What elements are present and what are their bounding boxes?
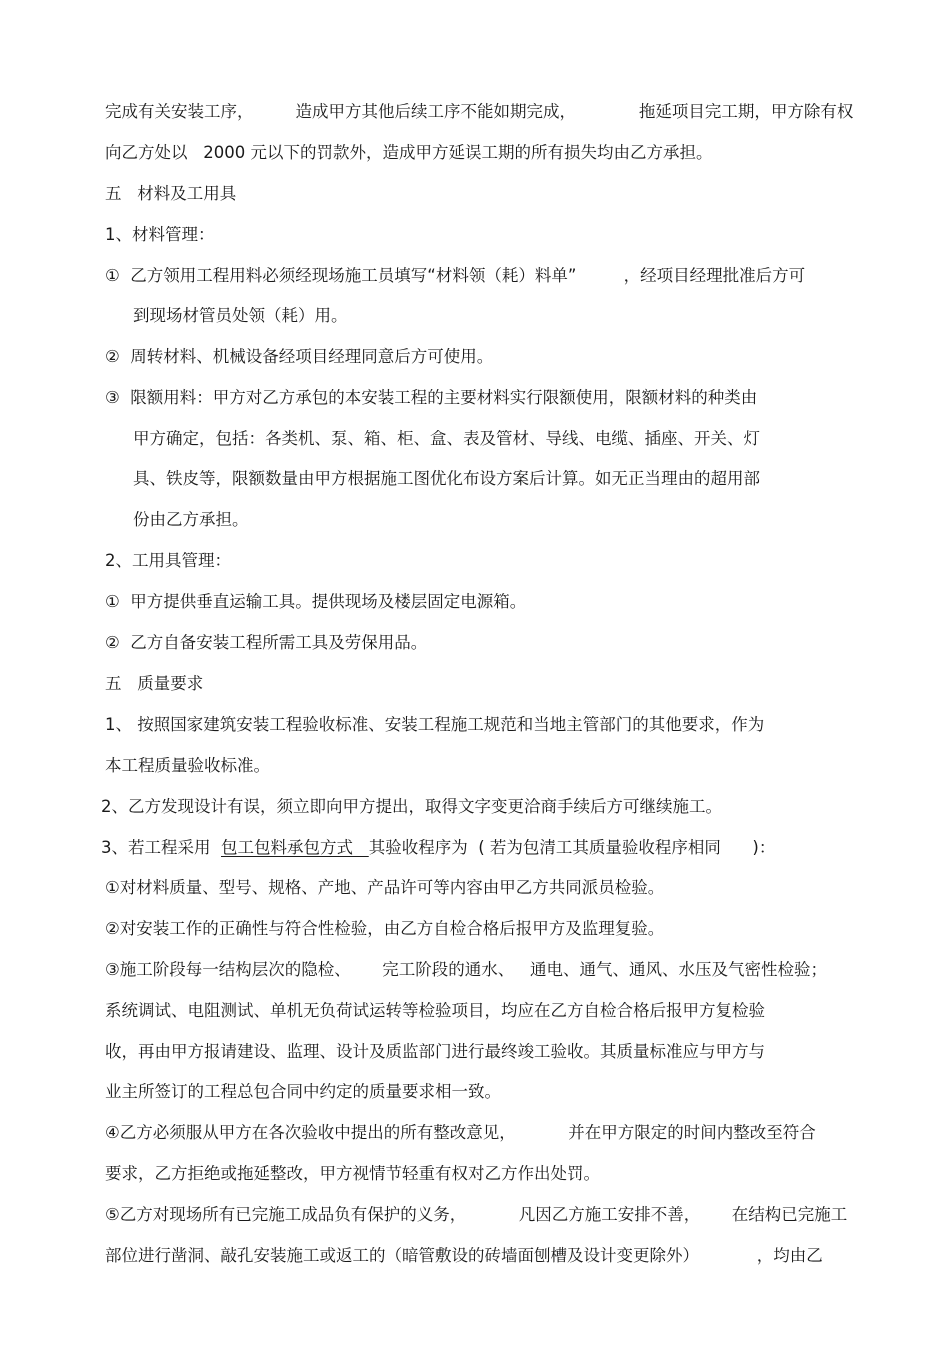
text-line: ④乙方必须服从甲方在各次验收中提出的所有整改意见， 并在甲方限定的时间内整改至符合 — [105, 1123, 816, 1142]
text-line: ② 周转材料、机械设备经项目经理同意后方可使用。 — [105, 347, 494, 366]
item-3-suffix: 其验收程序为 ( 若为包清工其质量验收程序相同 )： — [368, 838, 776, 857]
contract-method-underlined: 包工包料承包方式 — [221, 838, 369, 857]
text-line: ①对材料质量、型号、规格、产地、产品许可等内容由甲乙方共同派员检验。 — [105, 878, 665, 897]
text-line: 本工程质量验收标准。 — [105, 756, 270, 775]
text-line: ① 乙方领用工程用料必须经现场施工员填写“材料领（耗）料单” ，经项目经理批准后方可 — [105, 266, 806, 285]
text-line: 具、铁皮等，限额数量由甲方根据施工图优化布设方案后计算。如无正当理由的超用部 — [133, 469, 760, 488]
text-line: 甲方确定，包括：各类机、泵、箱、柜、盒、表及管材、导线、电缆、插座、开关、灯 — [133, 429, 760, 448]
text-line: 2、乙方发现设计有误，须立即向甲方提出，取得文字变更洽商手续后方可继续施工。 — [101, 797, 722, 816]
text-line: 2、工用具管理： — [105, 551, 231, 570]
text-line: 部位进行凿洞、敲孔安装施工或返工的（暗管敷设的砖墙面刨槽及设计变更除外） ，均由乙 — [105, 1246, 823, 1265]
text-line: 完成有关安装工序， 造成甲方其他后续工序不能如期完成， 拖延项目完工期，甲方除有权 — [105, 102, 854, 121]
text-line: 到现场材管员处领（耗）用。 — [133, 306, 348, 325]
text-line: 要求，乙方拒绝或拖延整改，甲方视情节轻重有权对乙方作出处罚。 — [105, 1164, 600, 1183]
text-line: 向乙方处以 2000 元以下的罚款外，造成甲方延误工期的所有损失均由乙方承担。 — [105, 143, 713, 162]
paragraph-item-3 — [101, 838, 775, 858]
text-line: 系统调试、电阻测试、单机无负荷试运转等检验项目，均应在乙方自检合格后报甲方复检验 — [105, 1001, 765, 1020]
text-line: ① 甲方提供垂直运输工具。提供现场及楼层固定电源箱。 — [105, 592, 527, 611]
text-line: 1、 按照国家建筑安装工程验收标准、安装工程施工规范和当地主管部门的其他要求，作为 — [105, 715, 765, 734]
text-line: ③ 限额用料：甲方对乙方承包的本安装工程的主要材料实行限额使用，限额材料的种类由 — [105, 388, 758, 407]
text-line: 业主所签订的工程总包合同中约定的质量要求相一致。 — [105, 1082, 501, 1101]
text-line: 五 材料及工用具 — [105, 184, 237, 203]
item-3-prefix: 3、若工程采用 — [101, 838, 221, 857]
text-line: ② 乙方自备安装工程所需工具及劳保用品。 — [105, 633, 428, 652]
text-line: 收，再由甲方报请建设、监理、设计及质监部门进行最终竣工验收。其质量标准应与甲方与 — [105, 1042, 765, 1061]
text-line: 五 质量要求 — [105, 674, 204, 693]
text-line: ③施工阶段每一结构层次的隐检、 完工阶段的通水、 通电、通气、通风、水压及气密性检验； — [105, 960, 827, 979]
text-line: ⑤乙方对现场所有已完施工成品负有保护的义务， 凡因乙方施工安排不善， 在结构已完施工 — [105, 1205, 848, 1224]
text-line: 1、材料管理： — [105, 225, 215, 244]
text-line: ②对安装工作的正确性与符合性检验，由乙方自检合格后报甲方及监理复验。 — [105, 919, 665, 938]
text-line: 份由乙方承担。 — [133, 510, 249, 529]
